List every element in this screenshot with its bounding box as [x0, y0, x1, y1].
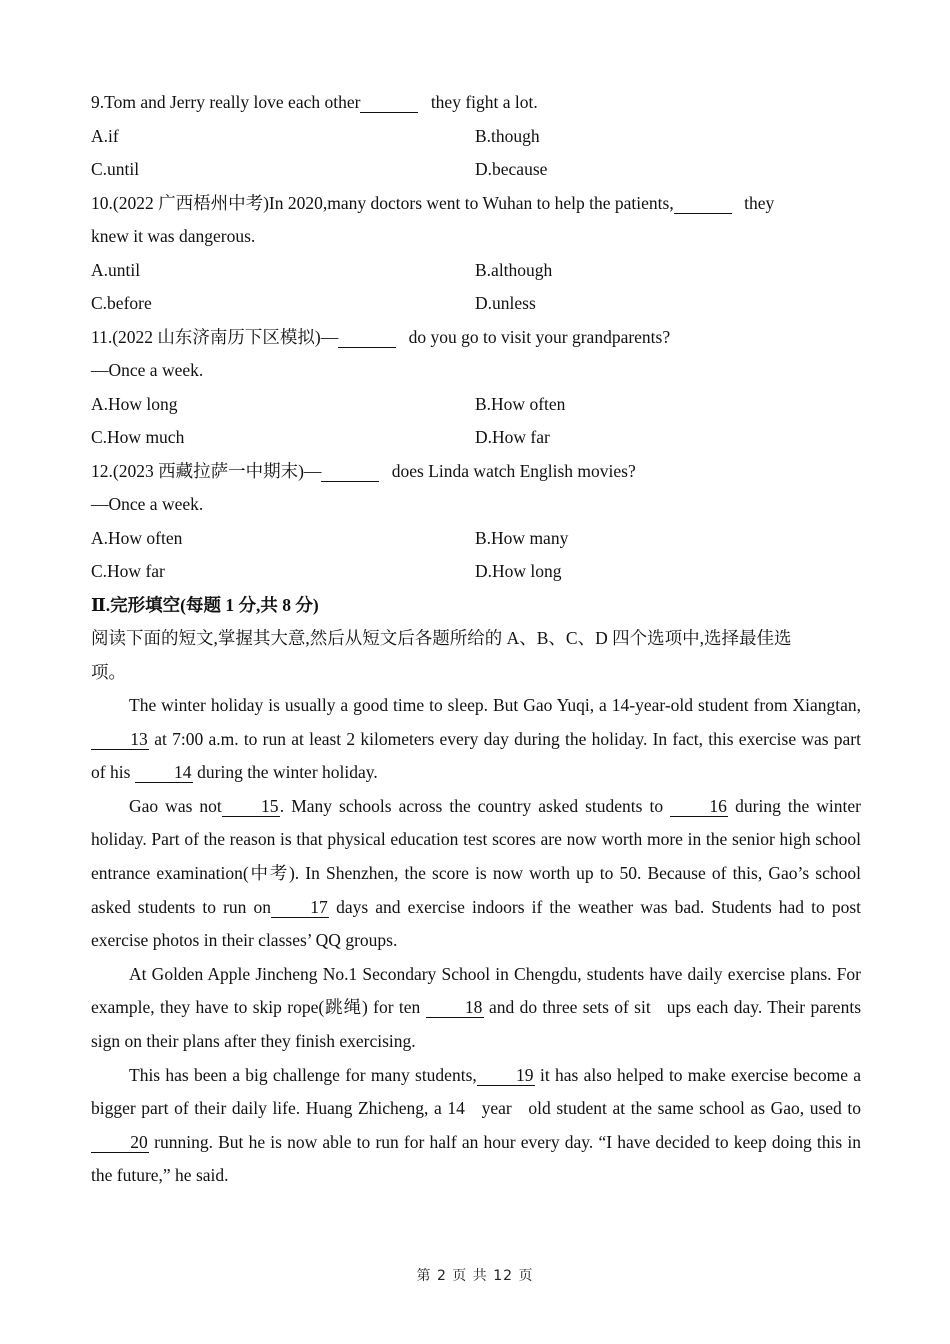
question-text: 11.(2022 山东济南历下区模拟)—	[91, 326, 339, 347]
page-number-footer: 第 2 页 共 12 页	[416, 1268, 534, 1284]
passage-text: . Many schools across the country asked students to	[279, 795, 671, 816]
passage-text: running. But he is now able to run for half an hour every day. “I have decided to keep doing this in the future,” he said.	[91, 1131, 861, 1186]
option-d: D.How far	[475, 427, 550, 447]
question-text: does Linda watch English movies?	[387, 460, 636, 481]
section-instruction: 阅读下面的短文,掌握其大意,然后从短文后各题所给的 A、B、C、D 四个选项中,选择最佳选	[91, 628, 792, 648]
question-text: do you go to visit your grandparents?	[404, 326, 671, 347]
question-10-stem	[91, 187, 861, 221]
cloze-blank-19: 19	[477, 1065, 535, 1086]
passage-text: during the winter holiday. Part of the reason is that physical education test scores are now worth more in the senior high school entrance examination(中考). In Shenzhen, the score is now worth up to 50. Because of this, Gao’s school asked students to run on	[91, 795, 862, 917]
question-9-stem	[91, 86, 861, 120]
cloze-blank-13: 13	[91, 729, 149, 750]
option-d: D.unless	[475, 293, 536, 313]
question-text: 10.(2022 广西梧州中考)In 2020,many doctors went to Wuhan to help the patients,	[91, 192, 674, 213]
cloze-passage	[91, 689, 861, 1193]
question-text: they	[739, 192, 775, 213]
question-text: 9.Tom and Jerry really love each other	[91, 92, 361, 112]
question-9-options	[91, 120, 861, 154]
option-a: A.How often	[91, 527, 183, 548]
option-b: B.although	[475, 259, 553, 280]
option-d: D.How long	[475, 561, 562, 581]
answer-blank	[360, 92, 418, 113]
passage-text: it has also helped to make exercise become a bigger part of their daily life. Huang Zhicheng, a 14 year old student at the same school as Gao, used to	[91, 1064, 861, 1119]
question-11-options	[91, 388, 861, 422]
question-text: they fight a lot.	[426, 92, 538, 112]
option-c: C.How much	[91, 427, 185, 447]
passage-paragraph	[91, 790, 861, 958]
passage-paragraph	[91, 689, 861, 790]
cloze-blank-14: 14	[135, 762, 193, 783]
question-10-options	[91, 254, 861, 288]
option-c: C.until	[91, 159, 140, 179]
question-11-options	[91, 421, 861, 455]
section-instruction-continued: 项。	[91, 661, 126, 682]
question-12-options	[91, 555, 861, 589]
cloze-blank-18: 18	[426, 997, 484, 1018]
question-12-options	[91, 522, 861, 556]
answer-blank	[338, 327, 396, 348]
option-b: B.though	[475, 125, 540, 146]
passage-text: at 7:00 a.m. to run at least 2 kilometers every day during the holiday. In fact, this exercise was part of his	[91, 728, 861, 783]
question-10-stem-continued: knew it was dangerous.	[91, 226, 256, 246]
cloze-blank-20: 20	[91, 1132, 149, 1153]
cloze-blank-15: 15	[222, 796, 280, 817]
option-a: A.if	[91, 125, 119, 146]
section-title: Ⅱ.完形填空(每题 1 分,共 8 分)	[91, 594, 319, 615]
passage-text: At Golden Apple Jincheng No.1 Secondary School in Chengdu, students have daily exercise plans. For example, they have to skip rope(跳绳) for ten	[91, 963, 861, 1018]
question-12-stem	[91, 455, 861, 489]
question-10-options	[91, 287, 861, 321]
passage-text: This has been a big challenge for many students,	[129, 1064, 477, 1085]
option-d: D.because	[475, 159, 548, 179]
option-c: C.How far	[91, 561, 165, 581]
option-c: C.before	[91, 293, 152, 313]
passage-text: Gao was not	[129, 795, 222, 816]
option-b: B.How many	[475, 527, 569, 548]
passage-paragraph	[91, 958, 861, 1059]
option-b: B.How often	[475, 393, 566, 414]
question-11-reply: —Once a week.	[91, 360, 204, 380]
question-9-options	[91, 153, 861, 187]
question-12-reply: —Once a week.	[91, 494, 204, 514]
answer-blank	[674, 193, 732, 214]
passage-paragraph	[91, 1059, 861, 1193]
passage-text: days and exercise indoors if the weather was bad. Students had to post exercise photos in their classes’ QQ groups.	[91, 896, 861, 951]
worksheet-content	[91, 86, 861, 1193]
option-a: A.How long	[91, 393, 178, 414]
cloze-blank-16: 16	[670, 796, 728, 817]
question-text: 12.(2023 西藏拉萨一中期末)—	[91, 460, 322, 481]
passage-text: and do three sets of sit ups each day. Their parents sign on their plans after they finish exercising.	[91, 997, 862, 1051]
question-11-stem	[91, 321, 861, 355]
passage-text: The winter holiday is usually a good time to sleep. But Gao Yuqi, a 14-year-old student from Xiangtan,	[129, 695, 861, 715]
cloze-blank-17: 17	[271, 897, 329, 918]
option-a: A.until	[91, 259, 141, 280]
answer-blank	[321, 461, 379, 482]
passage-text: during the winter holiday.	[192, 762, 378, 783]
